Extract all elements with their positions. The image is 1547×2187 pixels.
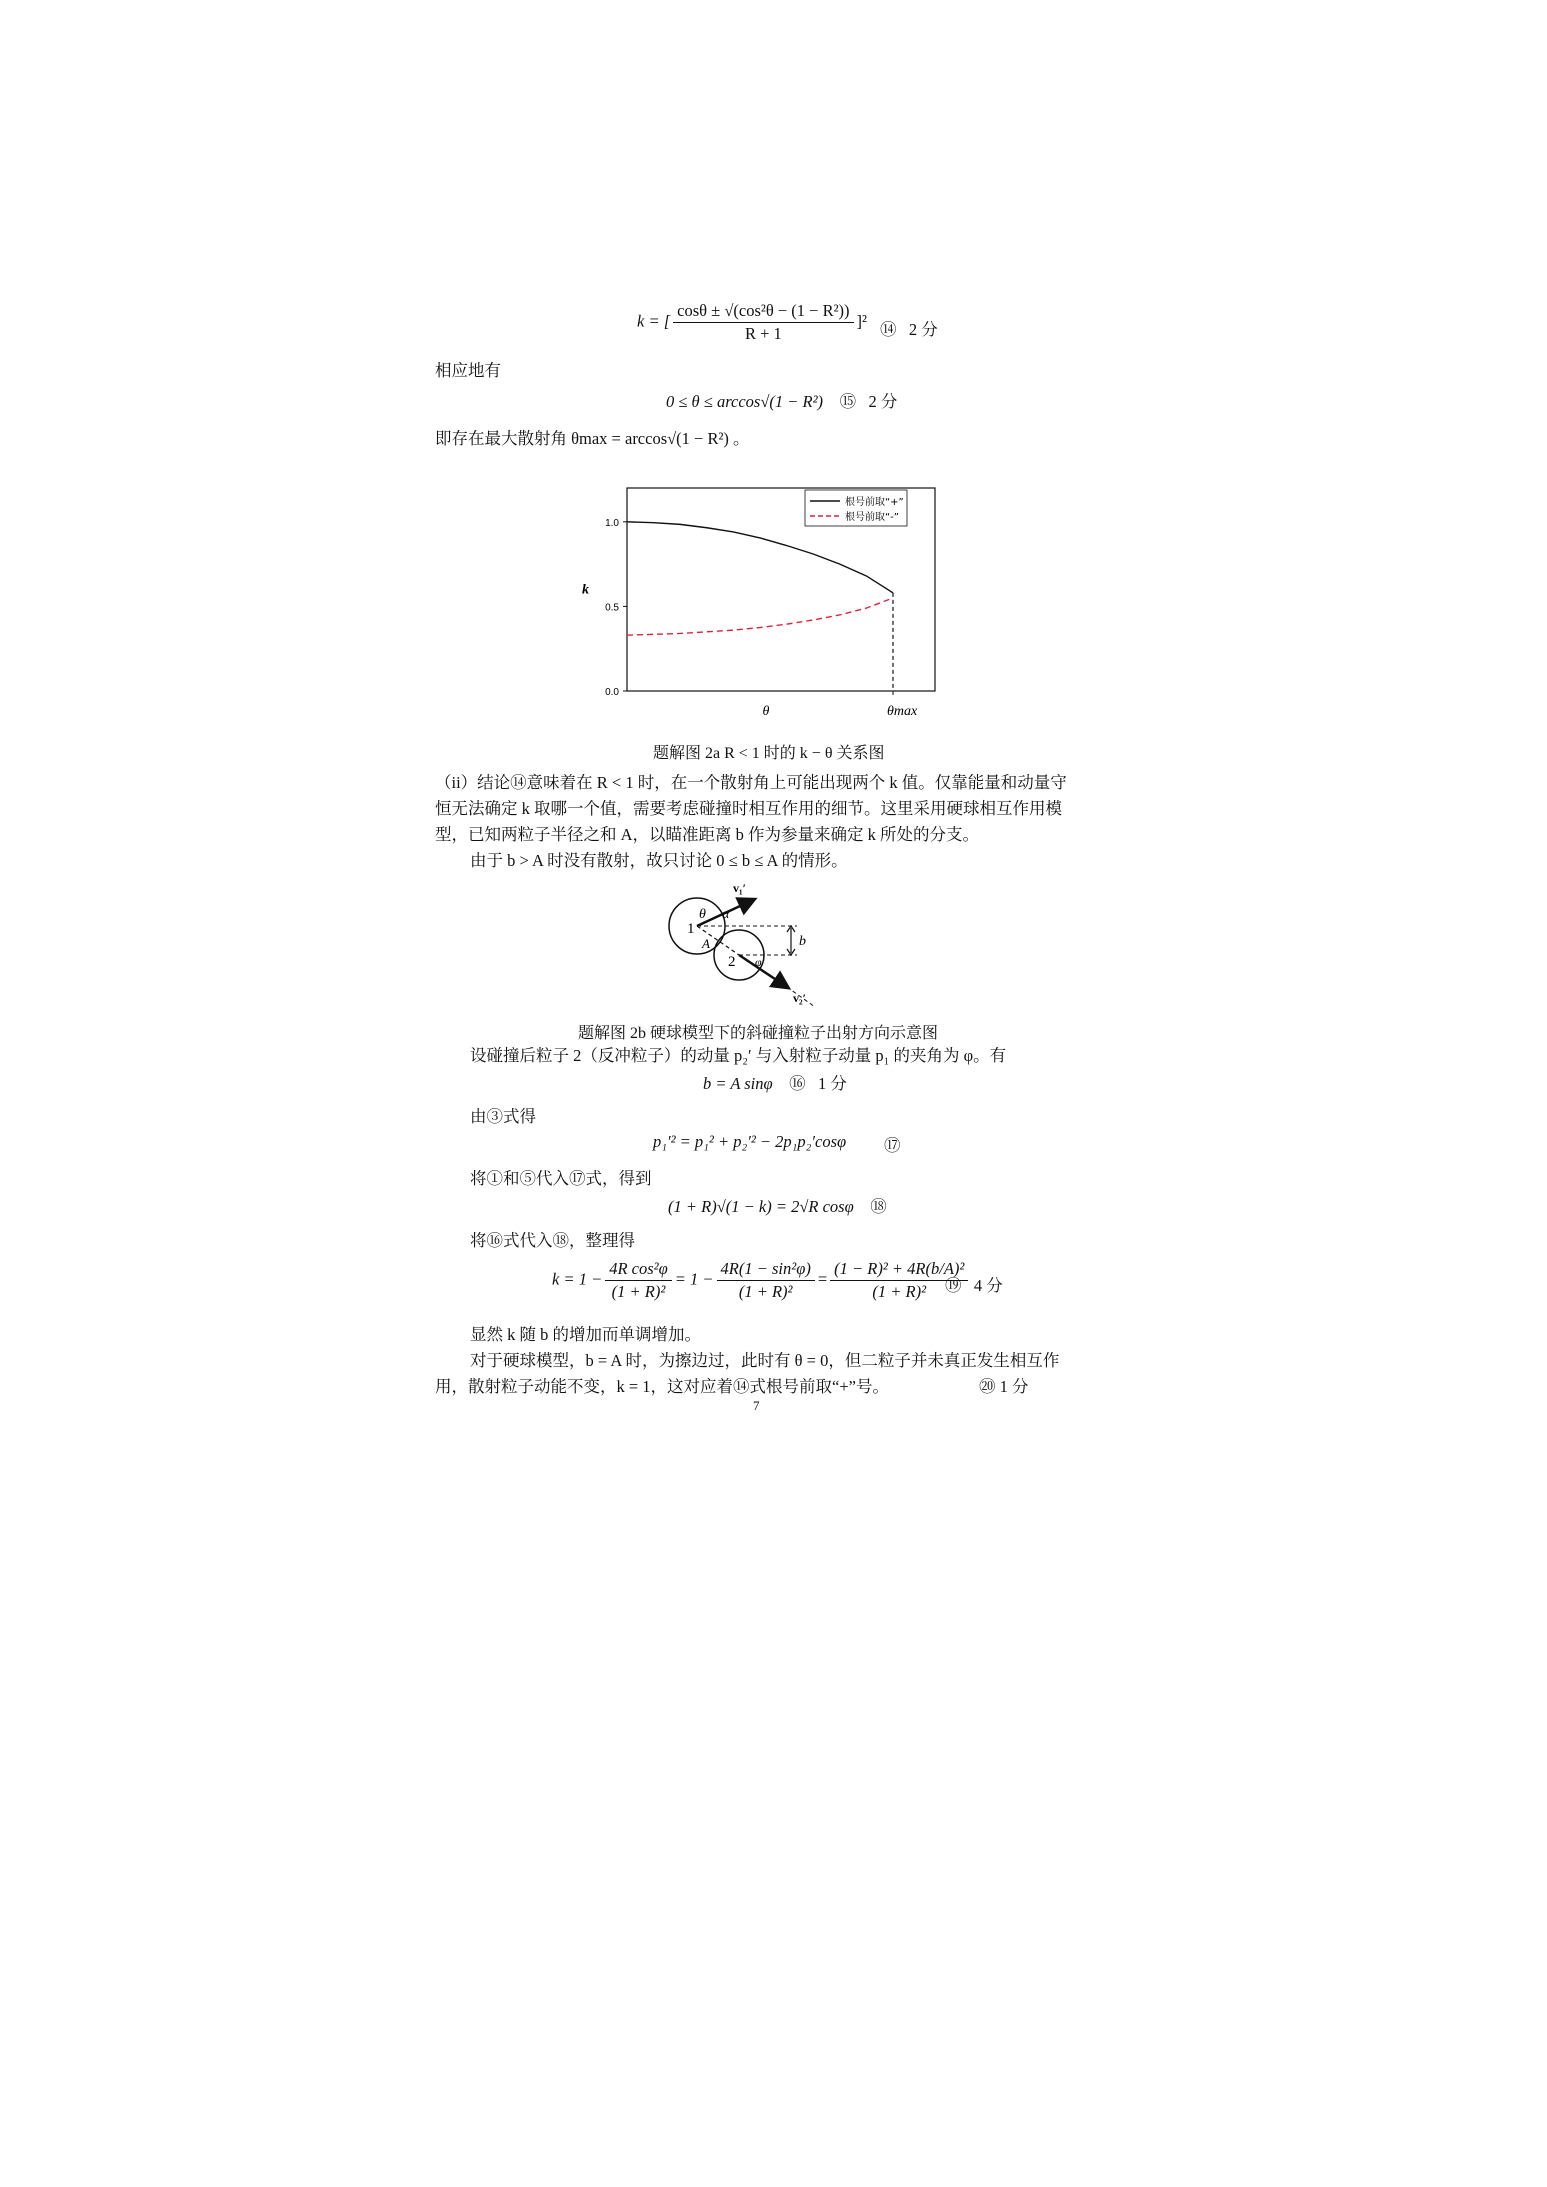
eq14-tag <box>880 316 938 340</box>
equation-16 <box>703 1070 847 1094</box>
text-from-eq3: 由③式得 <box>470 1107 536 1126</box>
eq14-fraction <box>673 300 853 345</box>
series-line-1 <box>627 522 893 593</box>
paragraph-last <box>435 1348 1080 1400</box>
eq19-fraction-2 <box>717 1258 815 1303</box>
eq19-f3-den: (1 + R)² <box>872 1282 927 1301</box>
text-max-angle: 即存在最大散射角 θmax = arccos√(1 − R²) 。 <box>435 429 750 448</box>
eq16-points: 1 分 <box>818 1074 847 1093</box>
eq19-mid: = 1 − <box>674 1269 714 1289</box>
eq15-points: 2 分 <box>868 392 898 411</box>
diagram-label-phi: φ <box>755 955 762 969</box>
diagram-label-A: A <box>702 936 710 951</box>
eq14-lhs: k = [ <box>637 311 671 331</box>
eq19-marker: ⑲ <box>945 1276 962 1295</box>
eq19-f3-num: (1 − R)² + 4R(b/A)² <box>830 1258 968 1281</box>
eq15-expr: 0 ≤ θ ≤ arccos√(1 − R²) <box>666 392 824 411</box>
diagram-label-b: b <box>799 934 806 949</box>
y-axis-label: k <box>582 582 589 598</box>
eq17-marker: ⑰ <box>884 1136 901 1155</box>
paragraph-last-text: 对于硬球模型，b = A 时，为擦边过，此时有 θ = 0，但二粒子并未真正发生相互作用，散射粒子动能不变，k = 1，这对应着⑭式根号前取“+”号。 <box>435 1351 1060 1396</box>
caption-2a: 题解图 2a R < 1 时的 k − θ 关系图 <box>653 745 885 762</box>
text-substitute-1-5: 将①和⑤代入⑰式，得到 <box>470 1169 652 1188</box>
eq19-tag <box>945 1272 1003 1296</box>
eq20-points: 1 分 <box>999 1377 1029 1396</box>
text-accordingly: 相应地有 <box>435 361 501 380</box>
text-substitute-16: 将⑯式代入⑱，整理得 <box>470 1231 635 1250</box>
eq17-expr: p₁′² = p₁² + p₂′² − 2p₁p₂′cosφ <box>653 1132 847 1151</box>
eq19-points: 4 分 <box>973 1276 1003 1295</box>
caption-2b: 题解图 2b 硬球模型下的斜碰撞粒子出射方向示意图 <box>578 1025 939 1042</box>
eq19-f2-den: (1 + R)² <box>738 1282 793 1301</box>
figure-2b-diagram <box>655 870 845 1020</box>
eq18-expr: (1 + R)√(1 − k) = 2√R cosφ <box>668 1197 854 1216</box>
text-monotone: 显然 k 随 b 的增加而单调增加。 <box>470 1325 701 1344</box>
eq20-marker: ⑳ <box>979 1377 996 1396</box>
eq16-marker: ⑯ <box>789 1074 806 1093</box>
x-end-label: θmax <box>887 704 918 719</box>
eq16-expr: b = A sinφ <box>703 1074 773 1093</box>
paragraph-phi: 设碰撞后粒子 2（反冲粒子）的动量 p₂′ 与入射粒子动量 p₁ 的夹角为 φ。有 <box>470 1046 1007 1065</box>
diagram-label-theta: θ <box>699 907 706 922</box>
diagram-label-alpha: α <box>722 907 730 922</box>
diagram-label-v2: v₂′ <box>793 991 806 1005</box>
equation-18 <box>668 1193 887 1217</box>
page-number: 7 <box>753 1398 760 1413</box>
eq19-f1-den: (1 + R)² <box>611 1282 666 1301</box>
legend-label-1: 根号前取“+” <box>845 497 904 508</box>
eq19-f1-num: 4R cos²φ <box>605 1258 672 1281</box>
series-line-2 <box>627 598 893 635</box>
diagram-label-2: 2 <box>728 954 736 970</box>
paragraph-b-range: 由于 b > A 时没有散射，故只讨论 0 ≤ b ≤ A 的情形。 <box>470 851 848 870</box>
y-tick-label: 0.5 <box>605 602 619 614</box>
eq14-marker: ⑭ <box>880 320 897 339</box>
eq14-numerator: cosθ ± √(cos²θ − (1 − R²)) <box>673 300 853 323</box>
eq19-fraction-1 <box>605 1258 672 1303</box>
diagram-label-v1: v₁′ <box>733 881 746 895</box>
eq19-lhs: k = 1 − <box>552 1269 603 1289</box>
diagram-label-1: 1 <box>687 921 695 937</box>
figure-2a-chart <box>570 478 970 730</box>
eq15-marker: ⑮ <box>839 392 857 411</box>
eq14-points: 2 分 <box>908 320 938 339</box>
eq18-marker: ⑱ <box>870 1197 887 1216</box>
equation-19 <box>552 1258 971 1303</box>
y-tick-label: 1.0 <box>605 517 619 529</box>
eq14-denominator: R + 1 <box>744 324 782 343</box>
eq19-f2-num: 4R(1 − sin²φ) <box>717 1258 815 1281</box>
equation-14 <box>637 300 867 345</box>
legend-label-2: 根号前取“-” <box>845 512 899 523</box>
paragraph-ii: （ii）结论⑭意味着在 R < 1 时，在一个散射角上可能出现两个 k 值。仅靠能量和动量守恒无法确定 k 取哪一个值，需要考虑碰撞时相互作用的细节。这里采用硬球相互作用模型，已知两粒子半径之和 A，以瞄准距离 b 作为参量来确定 k 所处的分支。 <box>435 773 1067 844</box>
equation-17 <box>653 1132 846 1152</box>
x-axis-label: θ <box>762 704 770 719</box>
eq19-eq: = <box>817 1269 828 1289</box>
equation-15 <box>666 388 897 412</box>
eq14-rhs: ]² <box>856 311 867 331</box>
y-tick-label: 0.0 <box>605 687 619 698</box>
